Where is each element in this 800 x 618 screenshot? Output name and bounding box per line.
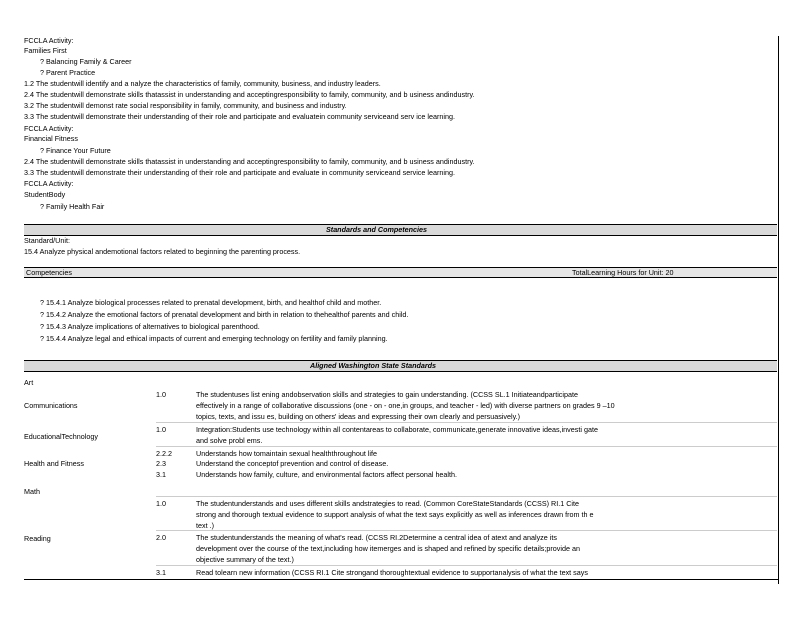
standards-bar [24,224,777,236]
standard-text: and solve probl ems. [196,436,263,445]
fccla-line: FCCLA Activity: [24,124,74,133]
subject-communications: Communications [24,401,78,410]
total-learning-hours: TotalLearning Hours for Unit: 20 [572,268,674,277]
standard-text: The studentunderstands and uses different skills andstrategies to read. (Common CoreStateStandards (CCSS) RI.1 Cite [196,499,579,508]
fccla-line: 2.4 The studentwill demonstrate skills thatassist in understanding and acceptingresponsibility to family, community, and b usiness andindustry. [24,157,475,166]
page-bottom-rule [24,579,778,580]
fccla-line: 3.3 The studentwill demonstrate their understanding of their role and participate and evaluate in community serviceand service learning. [24,168,455,177]
standard-text: Understands how family, culture, and environmental factors affect personal health. [196,470,458,479]
standard-text: Understands how tomaintain sexual healththroughout life [196,449,378,458]
competency-item: ? 15.4.3 Analyze implications of alternatives to biological parenthood. [40,322,260,331]
competency-item: ? 15.4.2 Analyze the emotional factors of prenatal development and birth in relation to thehealthof parents and child. [40,310,409,319]
standard-text: Understand the conceptof prevention and control of disease. [196,459,389,468]
fccla-line: FCCLA Activity: [24,179,74,188]
subject-art: Art [24,378,34,387]
row-divider [156,422,777,423]
fccla-line: StudentBody [24,190,66,199]
standard-text: topics, texts, and issu es, building on others' ideas and expressing their own clearly and persuasively.) [196,412,521,421]
fccla-line: ? Parent Practice [40,68,96,77]
standard-number: 1.0 [156,390,166,399]
aligned-standards-bar [24,360,777,372]
standard-number: 2.2.2 [156,449,172,458]
standard-text: Read tolearn new information (CCSS RI.1 Cite strongand thoroughtextual evidence to supportanalysis of what the text says [196,568,588,577]
divider [24,277,777,278]
document-page [24,36,779,584]
subject-health-fitness: Health and Fitness [24,459,84,468]
row-divider [156,565,777,566]
subject-educational-technology: EducationalTechnology [24,432,98,441]
row-divider [156,446,777,447]
subject-math: Math [24,487,40,496]
standard-number: 3.1 [156,470,166,479]
standard-text: text .) [196,521,214,530]
fccla-line: FCCLA Activity: [24,36,74,45]
standard-unit-label: Standard/Unit: [24,236,70,245]
standard-number: 2.3 [156,459,166,468]
standard-text: effectively in a range of collaborative discussions (one - on - one,in groups, and teacher - led) with diverse partners on grades 9 –10 [196,401,615,410]
aligned-standards-title: Aligned Washington State Standards [310,361,437,370]
standard-unit-text: 15.4 Analyze physical andemotional factors related to beginning the parenting process. [24,247,301,256]
standard-number: 1.0 [156,499,166,508]
standard-text: Integration:Students use technology within all contentareas to collaborate, communicate,generate innovative ideas,investi gate [196,425,598,434]
competencies-header [24,268,777,277]
competencies-label: Competencies [26,268,72,277]
standard-number: 3.1 [156,568,166,577]
standard-text: The studentunderstands the meaning of what's read. (CCSS RI.2Determine a central idea of atext and analyze its [196,533,557,542]
standard-number: 1.0 [156,425,166,434]
competency-item: ? 15.4.1 Analyze biological processes related to prenatal development, birth, and healthof child and mother. [40,298,382,307]
fccla-line: 2.4 The studentwill demonstrate skills thatassist in understanding and acceptingresponsibility to family, community, and b usiness andindustry. [24,90,475,99]
fccla-line: Financial Fitness [24,134,78,143]
fccla-line: 3.2 The studentwill demonst rate social responsibility in family, community, and business and industry. [24,101,347,110]
fccla-line: ? Finance Your Future [40,146,111,155]
standard-text: The studentuses list ening andobservation skills and strategies to gain understanding. (CCSS SL.1 Initiateandparticipate [196,390,578,399]
row-divider [156,496,777,497]
fccla-line: 3.3 The studentwill demonstrate their understanding of their role and participate and evaluatein community serviceand serv ice learning. [24,112,455,121]
standard-text: objective summary of the text.) [196,555,294,564]
fccla-line: ? Balancing Family & Career [40,57,132,66]
standard-number: 2.0 [156,533,166,542]
standard-text: development over the course of the text,including how itemerges and is shaped and refined by specific details;provide an [196,544,580,553]
subject-reading: Reading [24,534,51,543]
fccla-line: Families First [24,46,67,55]
standards-bar-title: Standards and Competencies [326,225,428,234]
standard-text: strong and thorough textual evidence to support analysis of what the text says explicitly as well as inferences drawn from th e [196,510,594,519]
row-divider [156,530,777,531]
competency-item: ? 15.4.4 Analyze legal and ethical impacts of current and emerging technology on fertility and family planning. [40,334,388,343]
fccla-line: 1.2 The studentwill identify and a nalyze the characteristics of family, community, business, and industry leaders. [24,79,381,88]
fccla-line: ? Family Health Fair [40,202,105,211]
